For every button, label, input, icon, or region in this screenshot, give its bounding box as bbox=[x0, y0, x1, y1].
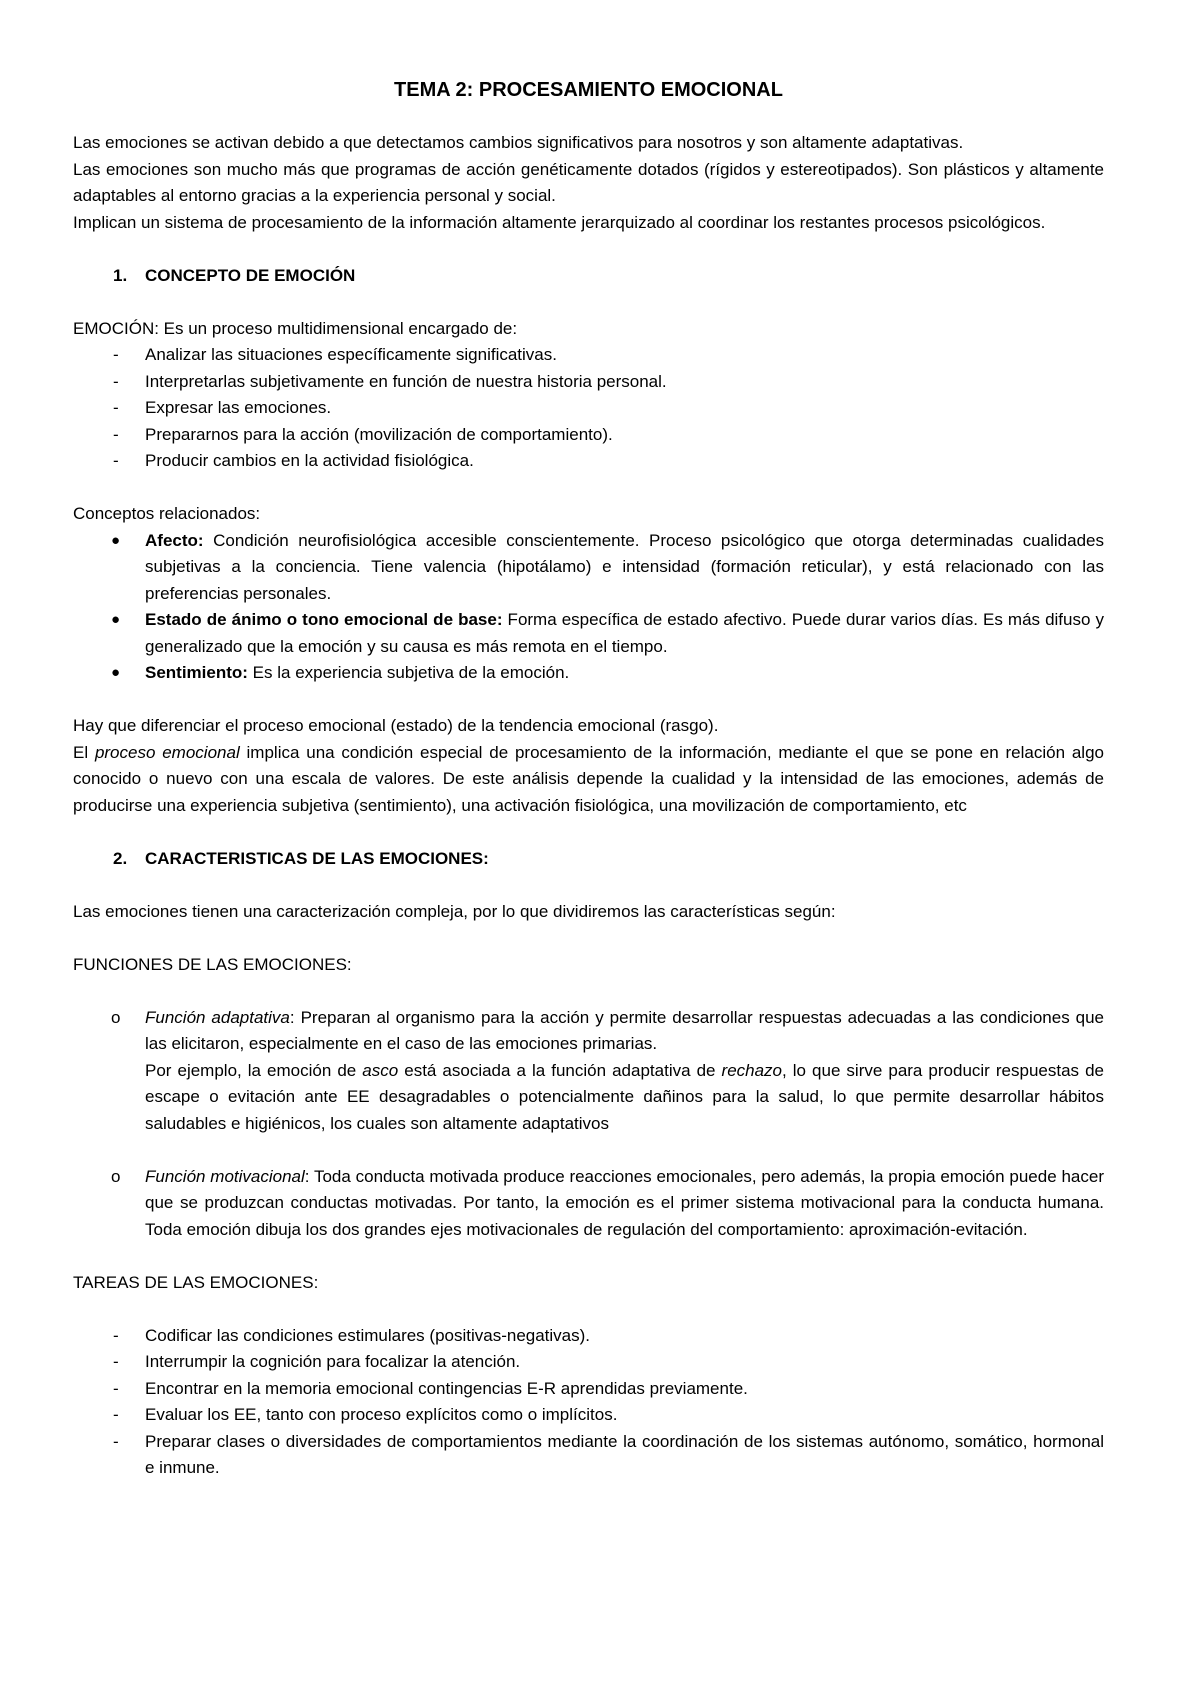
list-item: - Interrumpir la cognición para focalizar la atención. bbox=[73, 1349, 1104, 1376]
related-concepts-label: Conceptos relacionados: bbox=[73, 504, 261, 523]
term-funcion-adaptativa: Función adaptativa bbox=[145, 1007, 290, 1027]
spacer bbox=[73, 978, 1104, 1005]
list-item: - Evaluar los EE, tanto con proceso explícitos como o implícitos. bbox=[73, 1402, 1104, 1429]
list-item: - Prepararnos para la acción (movilización de comportamiento). bbox=[73, 422, 1104, 449]
spacer bbox=[73, 289, 1104, 316]
bullet-marker: ● bbox=[111, 664, 121, 681]
term-sentimiento: Sentimiento: bbox=[145, 663, 248, 682]
intro-paragraph-1: Las emociones se activan debido a que detectamos cambios significativos para nosotros y son altamente adaptativas. bbox=[73, 133, 964, 152]
section-2-title: CARACTERISTICAS DE LAS EMOCIONES: bbox=[145, 848, 489, 868]
dash-marker: - bbox=[113, 1378, 119, 1398]
list-item: - Producir cambios en la actividad fisiológica. bbox=[73, 448, 1104, 475]
circle-marker: o bbox=[111, 1166, 121, 1186]
functions-list-2 bbox=[73, 1164, 1104, 1244]
dash-marker: - bbox=[113, 398, 119, 417]
list-item: - Codificar las condiciones estimulares (positivas-negativas). bbox=[73, 1323, 1104, 1350]
section-2-number: 2. bbox=[113, 848, 128, 868]
term-afecto: Afecto: bbox=[145, 530, 204, 550]
list-item: - Encontrar en la memoria emocional contingencias E-R aprendidas previamente. bbox=[73, 1376, 1104, 1403]
list-item: - Interpretarlas subjetivamente en función de nuestra historia personal. bbox=[73, 369, 1104, 396]
list-item: ● Afecto: Condición neurofisiológica accesible conscientemente. Proceso psicológico que otorga determinadas cualidades subjetivas a la conciencia. Tiene valencia (hipotálamo) e intensidad (formación reticular), y está relacionado con las preferencias personales. bbox=[73, 528, 1104, 608]
spacer bbox=[73, 687, 1104, 714]
document-title: TEMA 2: PROCESAMIENTO EMOCIONAL bbox=[394, 79, 783, 101]
spacer bbox=[73, 1243, 1104, 1270]
term-estado-de-animo: Estado de ánimo o tono emocional de base: bbox=[145, 610, 503, 629]
intro-paragraph-2: Las emociones son mucho más que programas de acción genéticamente dotados (rígidos y estereotipados). Son plásticos y altamente adaptables al entorno gracias a la experiencia personal y social. bbox=[73, 159, 1104, 205]
list-item: - Preparar clases o diversidades de comportamientos mediante la coordinación de los sistemas autónomo, somático, hormonal e inmune. bbox=[73, 1429, 1104, 1482]
list-item: o Función adaptativa: Preparan al organismo para la acción y permite desarrollar respuestas adecuadas a las condiciones que las elicitaron, especialmente en el caso de las emociones primarias. Por ejemplo, la emoción de asco está asociada a la función adaptativa de rechazo, lo que sirve para producir respuestas de escape o evitación ante EE desagradables o potencialmente dañinos para la salud, lo que permite desarrollar hábitos saludables e higiénicos, los cuales son altamente adaptativos bbox=[73, 1005, 1104, 1138]
tasks-list bbox=[73, 1323, 1104, 1482]
related-concepts-list bbox=[73, 528, 1104, 687]
dash-marker: - bbox=[113, 1405, 119, 1424]
term-funcion-motivacional: Función motivacional bbox=[145, 1166, 305, 1186]
spacer bbox=[73, 475, 1104, 502]
emotion-functions-list bbox=[73, 342, 1104, 475]
dash-marker: - bbox=[113, 451, 119, 470]
intro-paragraph-3: Implican un sistema de procesamiento de la información altamente jerarquizado al coordinar los restantes procesos psicológicos. bbox=[73, 212, 1046, 232]
section-1-title: CONCEPTO DE EMOCIÓN bbox=[145, 265, 356, 285]
list-item: - Expresar las emociones. bbox=[73, 395, 1104, 422]
bullet-marker: ● bbox=[111, 531, 121, 549]
list-item: o Función motivacional: Toda conducta motivada produce reacciones emocionales, pero además, la propia emoción puede hacer que se produzcan conductas motivadas. Por tanto, la emoción es el primer sistema motivacional para la conducta humana. Toda emoción dibuja los dos grandes ejes motivacionales de regulación del comportamiento: aproximación-evitación. bbox=[73, 1164, 1104, 1244]
dash-marker: - bbox=[113, 424, 119, 444]
spacer bbox=[73, 1296, 1104, 1323]
spacer bbox=[73, 819, 1104, 846]
list-item: - Analizar las situaciones específicamente significativas. bbox=[73, 342, 1104, 369]
section-1-number: 1. bbox=[113, 265, 128, 285]
spacer bbox=[73, 236, 1104, 263]
dash-marker: - bbox=[113, 1352, 119, 1371]
spacer bbox=[73, 872, 1104, 899]
circle-marker: o bbox=[111, 1007, 121, 1027]
dash-marker: - bbox=[113, 345, 119, 364]
section-1-heading bbox=[73, 263, 1104, 290]
spacer bbox=[73, 1137, 1104, 1164]
dash-marker: - bbox=[113, 371, 119, 391]
characteristics-intro: Las emociones tienen una caracterización compleja, por lo que dividiremos las características según: bbox=[73, 901, 836, 921]
state-trait-paragraph: Hay que diferenciar el proceso emocional (estado) de la tendencia emocional (rasgo). bbox=[73, 716, 719, 735]
list-item: ● Sentimiento: Es la experiencia subjetiva de la emoción. bbox=[73, 660, 1104, 687]
tasks-label: TAREAS DE LAS EMOCIONES: bbox=[73, 1272, 319, 1292]
dash-marker: - bbox=[113, 1431, 119, 1451]
functions-list bbox=[73, 1005, 1104, 1138]
spacer bbox=[73, 925, 1104, 952]
emotion-definition: EMOCIÓN: Es un proceso multidimensional encargado de: bbox=[73, 318, 518, 338]
dash-marker: - bbox=[113, 1325, 119, 1345]
functions-label: FUNCIONES DE LAS EMOCIONES: bbox=[73, 954, 352, 974]
list-item: ● Estado de ánimo o tono emocional de base: Forma específica de estado afectivo. Puede durar varios días. Es más difuso y generalizado que la emoción y su causa es más remota en el tiempo. bbox=[73, 607, 1104, 660]
bullet-marker: ● bbox=[111, 611, 121, 628]
emotional-process-paragraph: El proceso emocional implica una condición especial de procesamiento de la información, mediante el que se pone en relación algo conocido o nuevo con una escala de valores. De este análisis depende la cualidad y la intensidad de las emociones, además de producirse una experiencia subjetiva (sentimiento), una activación fisiológica, una movilización de comportamiento, etc bbox=[73, 742, 1104, 815]
section-2-heading bbox=[73, 846, 1104, 873]
